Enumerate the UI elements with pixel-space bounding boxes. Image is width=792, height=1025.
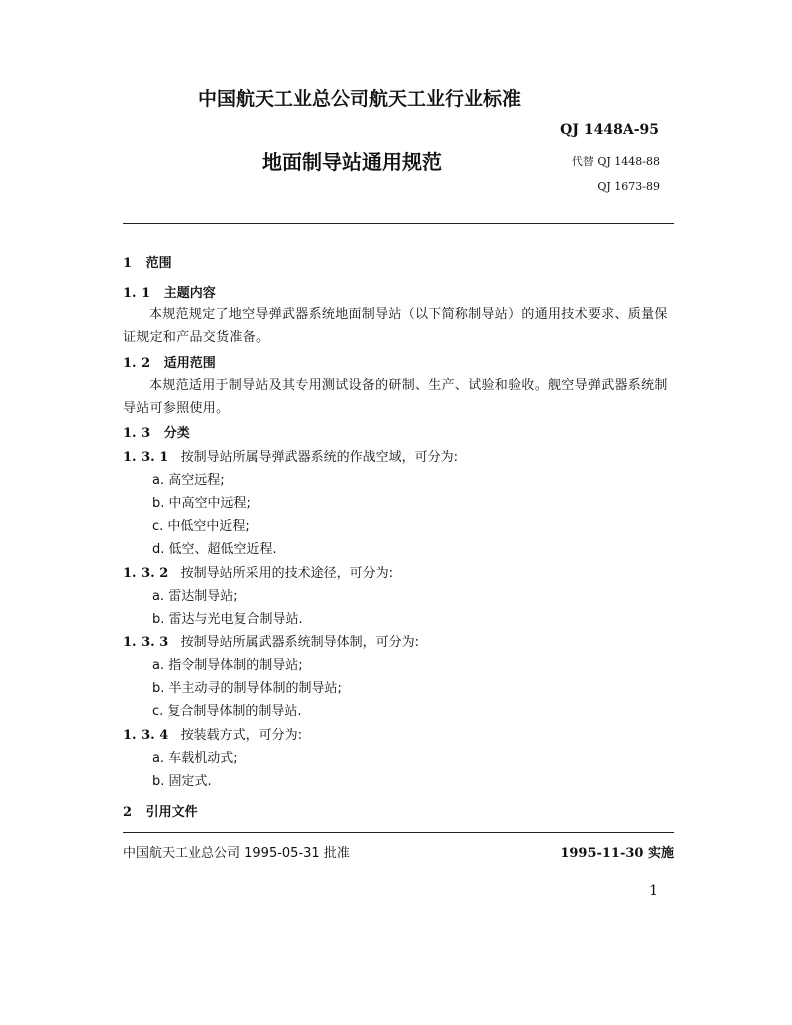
list-item: a. 车载机动式;: [152, 751, 238, 766]
organization-standard-title: 中国航天工业总公司航天工业行业标准: [198, 88, 522, 110]
approval-line: 中国航天工业总公司 1995-05-31 批准: [123, 846, 350, 861]
clause: 1. 3. 4 按装载方式，可分为:: [123, 728, 303, 743]
implementation-date: 1995-11-30 实施: [560, 846, 674, 861]
clause: 1. 3. 2 按制导站所采用的技术途径，可分为:: [123, 566, 394, 581]
list-item: c. 中低空中近程;: [152, 519, 250, 534]
replaces-standard-1: 代替 QJ 1448-88: [571, 155, 660, 168]
paragraph: 本规范规定了地空导弹武器系统地面制导站（以下简称制导站）的通用技术要求、质量保证规定和产品交货准备。: [123, 307, 668, 345]
section-heading: 1 范围: [123, 256, 172, 271]
footer-divider: [123, 832, 674, 833]
list-item: a. 高空远程;: [152, 473, 225, 488]
section-heading: 2 引用文件: [123, 805, 198, 820]
list-item: b. 固定式.: [152, 774, 212, 789]
list-item: b. 中高空中远程;: [152, 496, 251, 511]
document-title: 地面制导站通用规范: [262, 150, 442, 174]
clause: 1. 3. 1 按制导站所属导弹武器系统的作战空域，可分为:: [123, 450, 459, 465]
page-number: 1: [649, 883, 658, 899]
header-divider: [123, 223, 674, 224]
subsection-heading: 1. 3 分类: [123, 426, 190, 441]
clause: 1. 3. 3 按制导站所属武器系统制导体制，可分为:: [123, 635, 420, 650]
subsection-heading: 1. 1 主题内容: [123, 286, 216, 301]
replaces-standard-2: QJ 1673-89: [597, 180, 660, 193]
list-item: d. 低空、超低空近程.: [152, 542, 277, 557]
list-item: c. 复合制导体制的制导站.: [152, 704, 302, 719]
list-item: a. 指令制导体制的制导站;: [152, 658, 303, 673]
list-item: b. 雷达与光电复合制导站.: [152, 612, 303, 627]
subsection-heading: 1. 2 适用范围: [123, 356, 216, 371]
list-item: b. 半主动寻的制导体制的制导站;: [152, 681, 342, 696]
list-item: a. 雷达制导站;: [152, 589, 238, 604]
paragraph: 本规范适用于制导站及其专用测试设备的研制、生产、试验和验收。舰空导弹武器系统制导站可参照使用。: [123, 378, 668, 416]
standard-code: QJ 1448A-95: [560, 122, 659, 138]
